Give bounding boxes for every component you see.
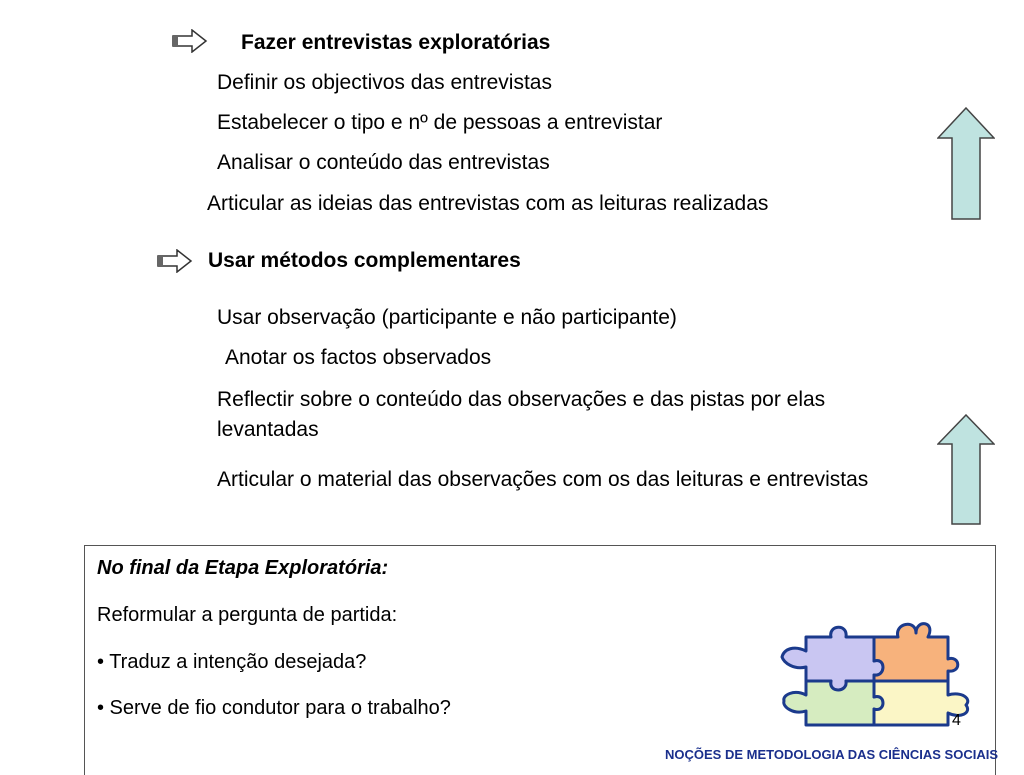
- up-arrow-icon: [937, 414, 995, 526]
- footer-title: NOÇÕES DE METODOLOGIA DAS CIÊNCIAS SOCIAIS: [665, 747, 998, 762]
- section1-item: Definir os objectivos das entrevistas: [217, 71, 552, 94]
- section2-item: Reflectir sobre o conteúdo das observações e das pistas por elas levantadas: [217, 388, 826, 441]
- summary-line: • Traduz a intenção desejada?: [97, 651, 367, 673]
- right-arrow-icon: [157, 249, 193, 273]
- up-arrow-icon: [937, 107, 995, 221]
- section1-item: Articular as ideias das entrevistas com as leituras realizadas: [207, 192, 769, 215]
- summary-title: No final da Etapa Exploratória:: [97, 557, 389, 579]
- page-number: 4: [952, 712, 961, 729]
- section2-item: Anotar os factos observados: [225, 346, 492, 369]
- section1-heading: Fazer entrevistas exploratórias: [241, 31, 551, 54]
- section2-heading: Usar métodos complementares: [208, 249, 521, 272]
- section2-item: Usar observação (participante e não participante): [217, 306, 677, 329]
- puzzle-icon: [776, 615, 976, 731]
- section2-item: Articular o material das observações com os das leituras e entrevistas: [217, 468, 869, 491]
- summary-line: Reformular a pergunta de partida:: [97, 604, 398, 626]
- summary-line: • Serve de fio condutor para o trabalho?: [97, 697, 451, 719]
- right-arrow-icon: [172, 29, 208, 53]
- section1-item: Analisar o conteúdo das entrevistas: [217, 151, 550, 174]
- section1-item: Estabelecer o tipo e nº de pessoas a entrevistar: [217, 111, 663, 134]
